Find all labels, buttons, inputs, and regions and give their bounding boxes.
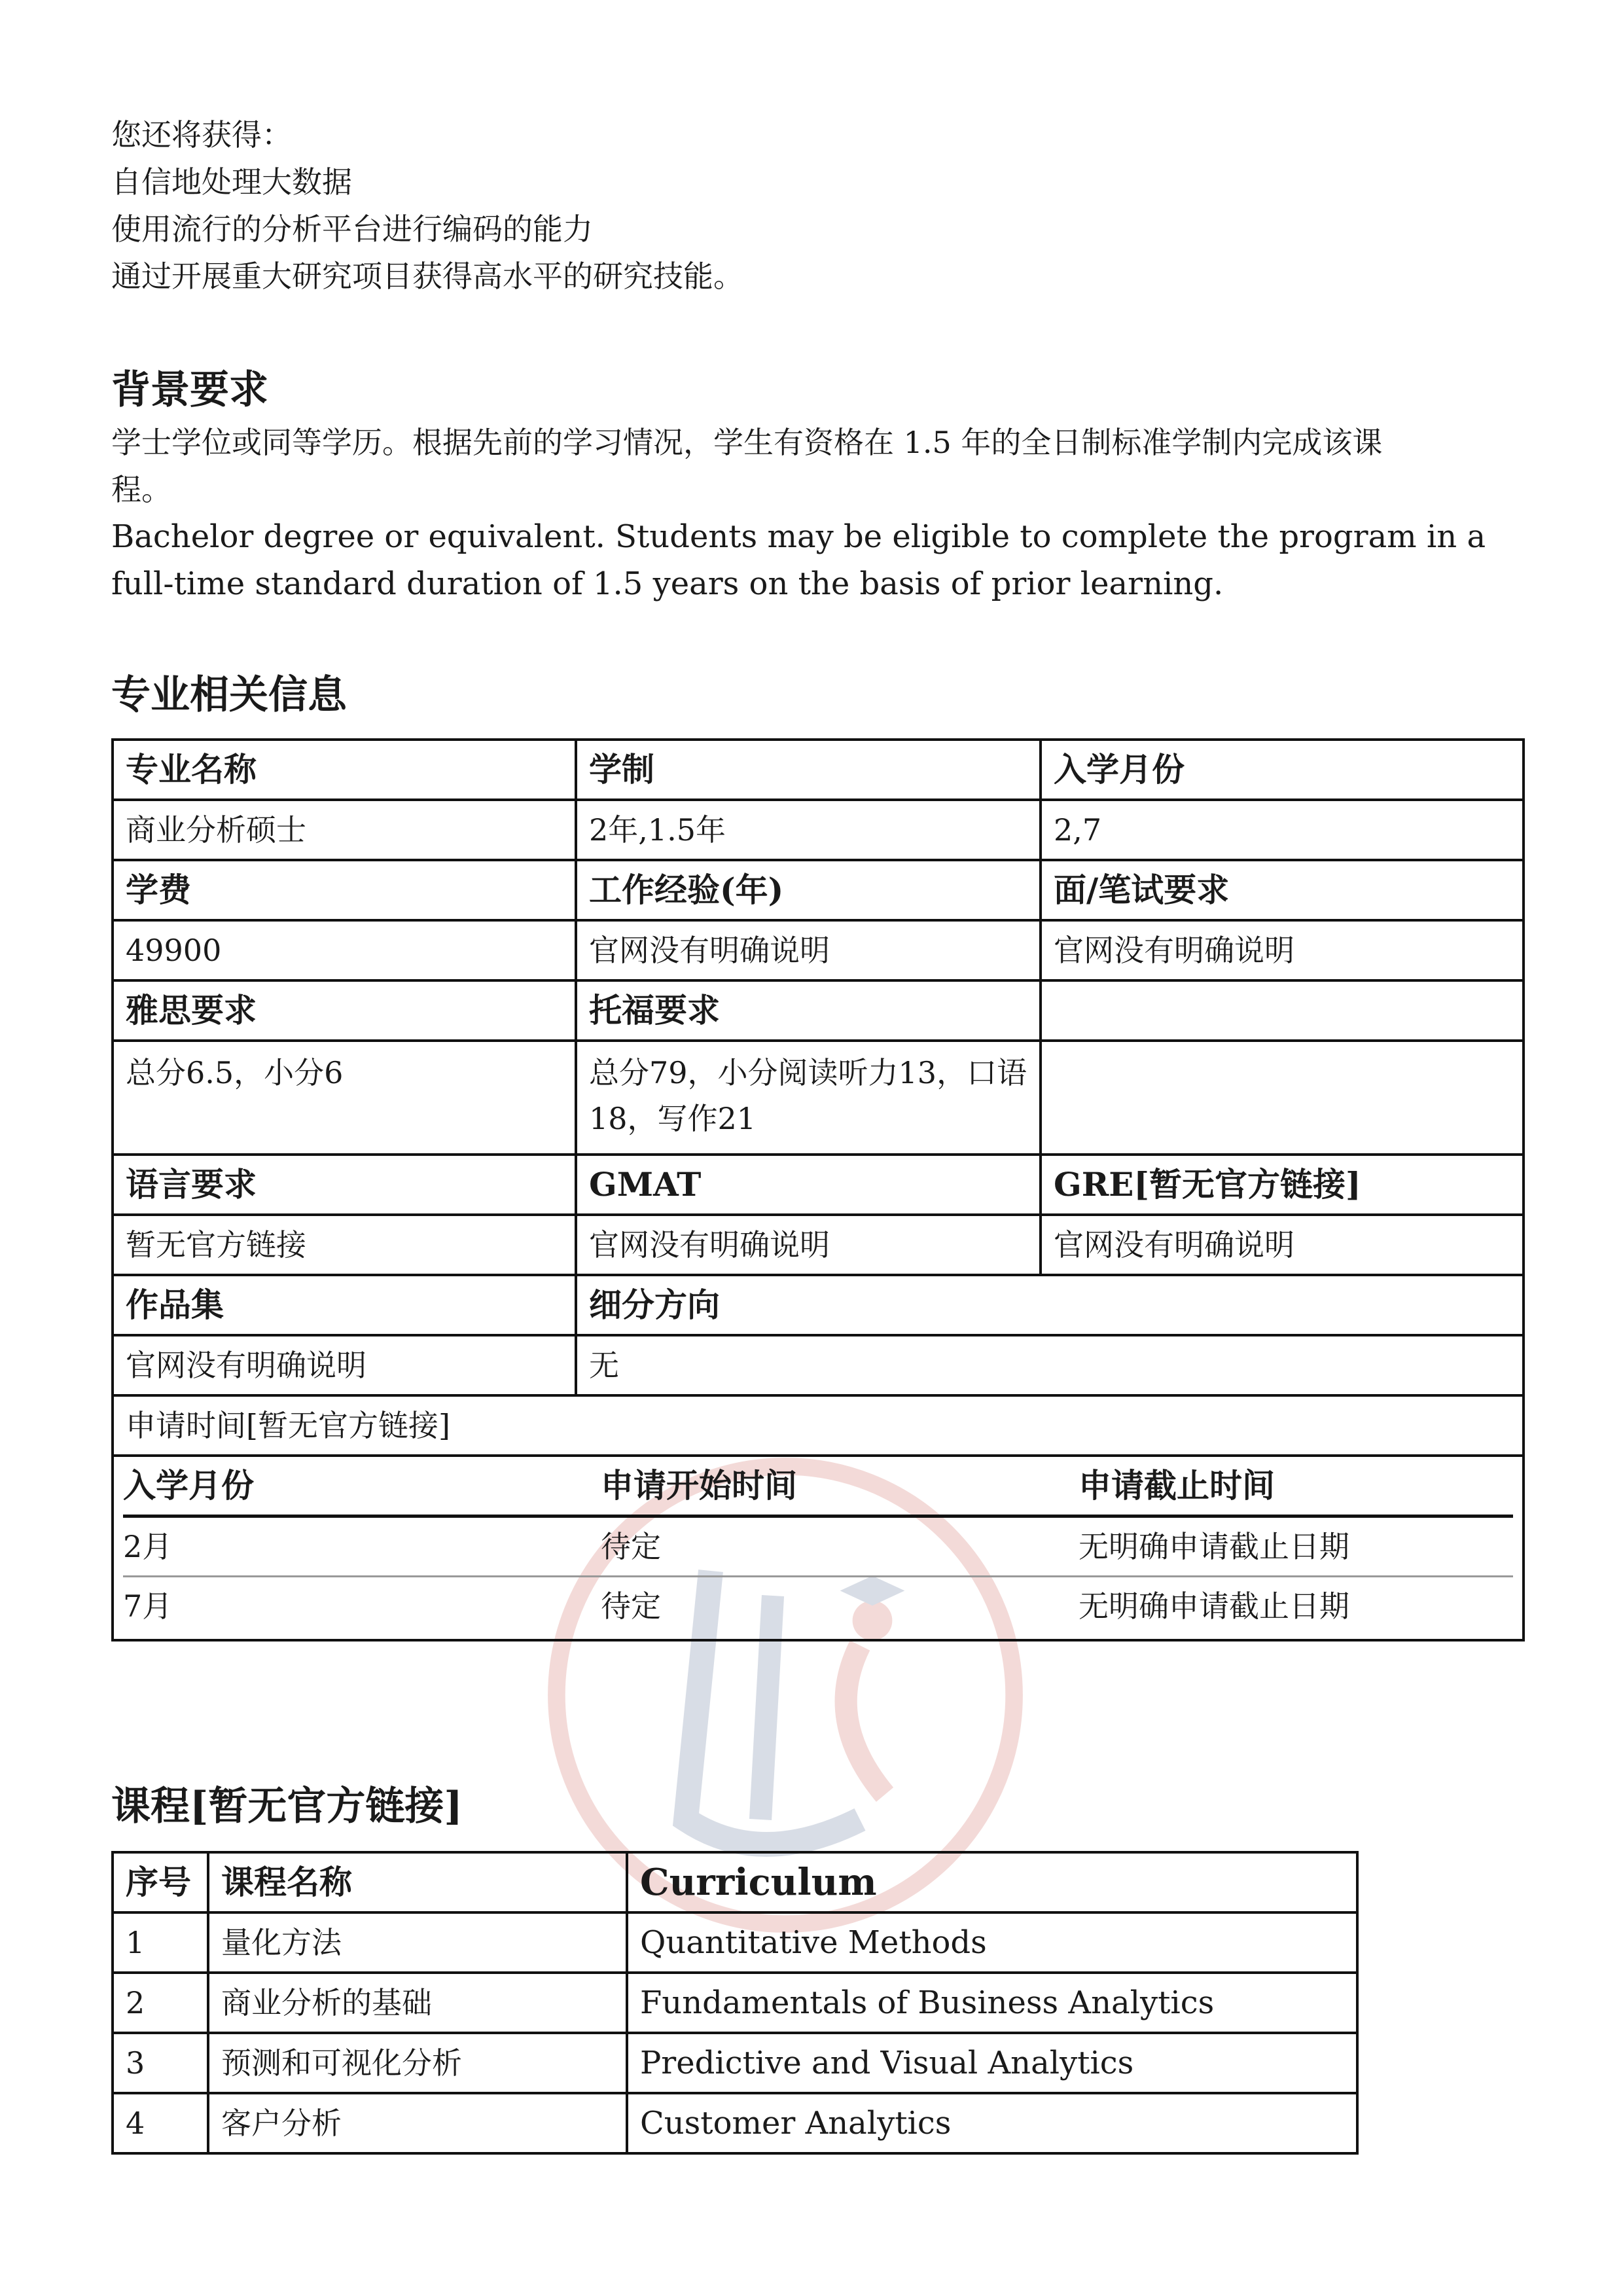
app-start: 待定 [601, 1516, 1079, 1577]
focus-value: 无 [576, 1335, 1524, 1395]
table-row [113, 860, 1524, 920]
table-row [113, 800, 1524, 860]
tuition-header: 学费 [113, 860, 576, 920]
course-curriculum: Predictive and Visual Analytics [627, 2033, 1357, 2093]
background-title: 背景要求 [111, 367, 268, 413]
app-header-intake: 入学月份 [123, 1457, 601, 1516]
gre-value: 官网没有明确说明 [1041, 1215, 1524, 1275]
course-curriculum: Fundamentals of Business Analytics [627, 1973, 1357, 2033]
work-experience-header: 工作经验(年) [576, 860, 1041, 920]
duration-header: 学制 [576, 740, 1041, 800]
course-header-name: 课程名称 [208, 1852, 627, 1912]
course-name: 商业分析的基础 [208, 1973, 627, 2033]
intro-line: 自信地处理大数据 [111, 164, 352, 200]
course-header-index: 序号 [113, 1852, 208, 1912]
course-name: 预测和可视化分析 [208, 2033, 627, 2093]
course-curriculum: Customer Analytics [627, 2093, 1357, 2153]
table-row [113, 1973, 1357, 2033]
table-row [113, 1041, 1524, 1155]
table-row [113, 1215, 1524, 1275]
app-header-deadline: 申请截止时间 [1079, 1457, 1513, 1516]
language-header: 语言要求 [113, 1155, 576, 1215]
table-row [113, 2033, 1357, 2093]
background-zh-line: 程。 [111, 472, 171, 507]
background-en-line: Bachelor degree or equivalent. Students may be eligible to complete the program in a [111, 518, 1486, 555]
course-name: 客户分析 [208, 2093, 627, 2153]
app-deadline: 无明确申请截止日期 [1079, 1588, 1349, 1624]
language-value: 暂无官方链接 [113, 1215, 576, 1275]
app-intake: 7月 [123, 1588, 173, 1624]
application-time-cell [113, 1456, 1524, 1640]
courses-table [111, 1851, 1359, 2155]
table-row [123, 1577, 1513, 1636]
application-time-label: 申请时间[暂无官方链接] [113, 1395, 1524, 1456]
table-row [123, 1457, 1513, 1516]
work-experience-value: 官网没有明确说明 [576, 920, 1041, 980]
app-header-start: 申请开始时间 [601, 1457, 1079, 1516]
course-name: 量化方法 [208, 1912, 627, 1973]
table-row [113, 1395, 1524, 1456]
gmat-header: GMAT [576, 1155, 1041, 1215]
table-row [113, 1335, 1524, 1395]
course-index: 2 [113, 1973, 208, 2033]
gre-header: GRE[暂无官方链接] [1041, 1155, 1524, 1215]
empty-cell [1041, 1041, 1524, 1155]
interview-header: 面/笔试要求 [1041, 860, 1524, 920]
course-header-curriculum: Curriculum [627, 1852, 1357, 1912]
courses-title: 课程[暂无官方链接] [111, 1784, 463, 1829]
toefl-value: 总分79，小分阅读听力13，口语18，写作21 [576, 1041, 1041, 1155]
intro-line: 通过开展重大研究项目获得高水平的研究技能。 [111, 259, 743, 294]
app-deadline: 无明确申请截止日期 [1079, 1516, 1513, 1577]
course-curriculum: Quantitative Methods [627, 1912, 1357, 1973]
focus-header: 细分方向 [576, 1275, 1524, 1335]
table-row [113, 1852, 1357, 1912]
tuition-value: 49900 [113, 920, 576, 980]
table-row [113, 980, 1524, 1041]
course-index: 4 [113, 2093, 208, 2153]
table-row [113, 1456, 1524, 1640]
toefl-header: 托福要求 [576, 980, 1041, 1041]
background-zh-line: 学士学位或同等学历。根据先前的学习情况，学生有资格在 1.5 年的全日制标准学制内完成该课 [111, 425, 1383, 460]
portfolio-value: 官网没有明确说明 [113, 1335, 576, 1395]
background-body [111, 419, 1525, 607]
intro-line: 使用流行的分析平台进行编码的能力 [111, 211, 593, 247]
table-row [113, 920, 1524, 980]
table-row [113, 1275, 1524, 1335]
duration-value: 2年,1.5年 [576, 800, 1041, 860]
table-row [113, 1912, 1357, 1973]
program-name-header: 专业名称 [113, 740, 576, 800]
ielts-header: 雅思要求 [113, 980, 576, 1041]
program-info-table [111, 738, 1525, 1641]
course-index: 3 [113, 2033, 208, 2093]
app-start: 待定 [601, 1588, 661, 1624]
ielts-value: 总分6.5，小分6 [113, 1041, 576, 1155]
intro-line: 您还将获得： [111, 117, 292, 152]
table-row [113, 740, 1524, 800]
application-time-table [123, 1457, 1513, 1635]
table-row [123, 1516, 1513, 1577]
intro-section [111, 111, 1525, 300]
table-row [113, 1155, 1524, 1215]
program-name-value: 商业分析硕士 [113, 800, 576, 860]
program-info-title: 专业相关信息 [111, 672, 347, 718]
intake-value: 2,7 [1041, 800, 1524, 860]
portfolio-header: 作品集 [113, 1275, 576, 1335]
course-index: 1 [113, 1912, 208, 1973]
intake-header: 入学月份 [1041, 740, 1524, 800]
app-intake: 2月 [123, 1516, 601, 1577]
empty-cell [1041, 980, 1524, 1041]
background-en-line: full-time standard duration of 1.5 years on the basis of prior learning. [111, 565, 1224, 602]
interview-value: 官网没有明确说明 [1041, 920, 1524, 980]
table-row [113, 2093, 1357, 2153]
gmat-value: 官网没有明确说明 [576, 1215, 1041, 1275]
